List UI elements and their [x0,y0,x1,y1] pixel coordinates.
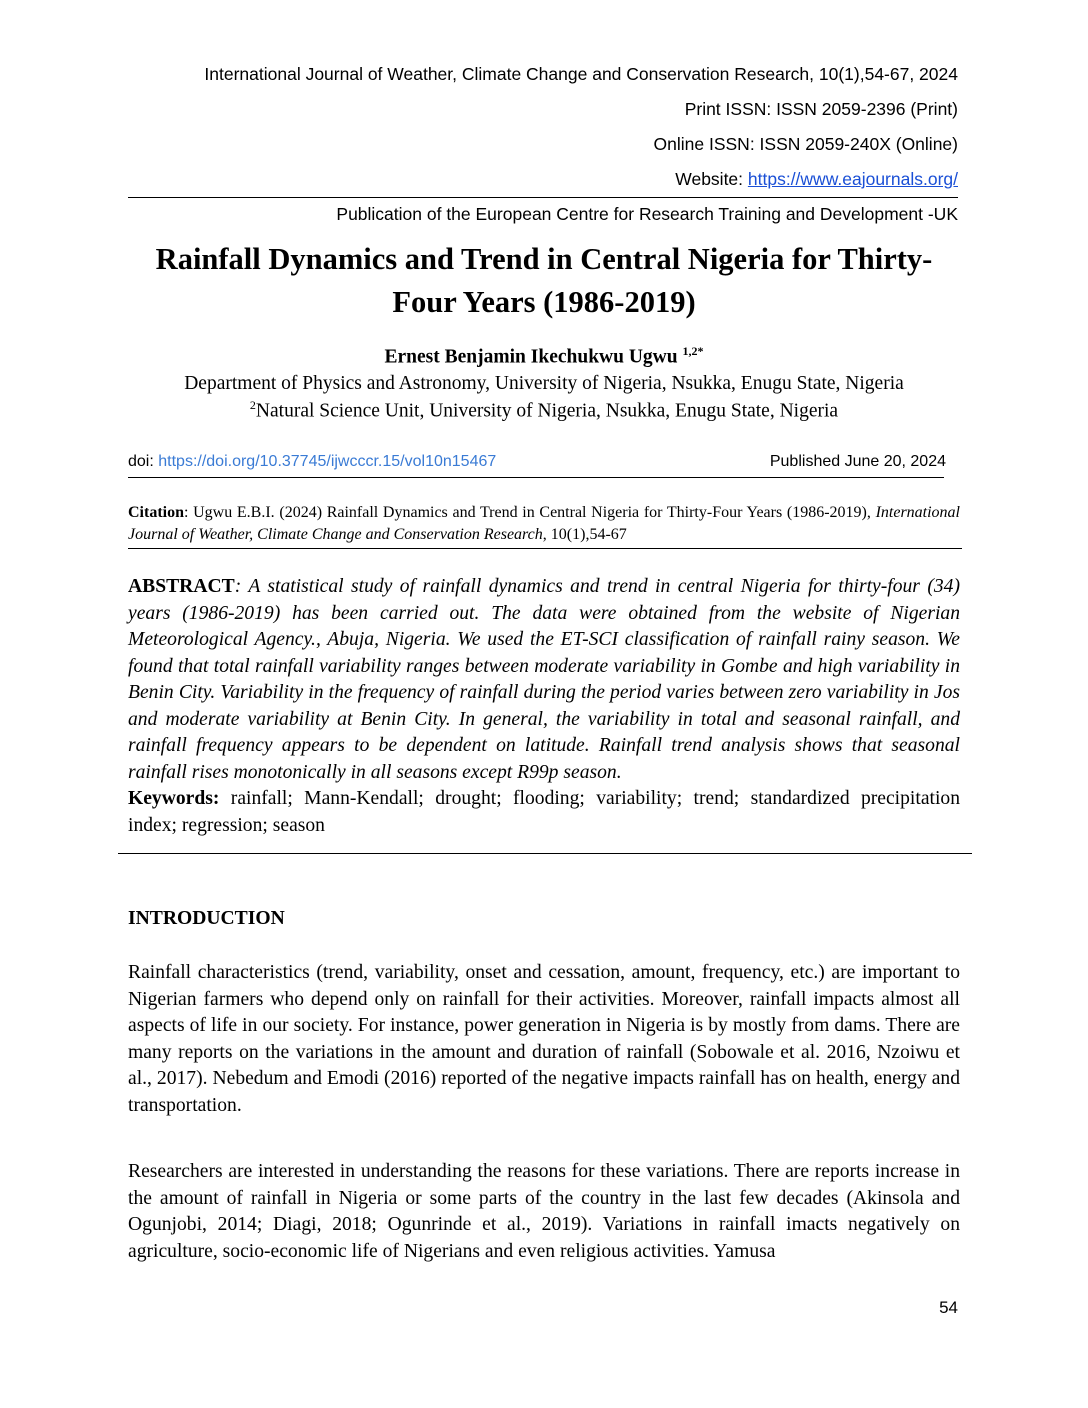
keywords [128,786,960,839]
affiliation-2-text: Natural Science Unit, University of Nigeria, Nsukka, Enugu State, Nigeria [255,400,839,422]
print-issn: Print ISSN: ISSN 2059-2396 (Print) [684,99,958,119]
author-superscript: 1,2* [682,344,704,358]
header-rule [128,197,958,198]
journal-line: International Journal of Weather, Climate Change and Conservation Research, 10(1),54-67, 2024 [204,64,958,84]
citation-text-2: , 10(1),54-67 [542,526,627,543]
intro-paragraph-2 [128,1159,960,1265]
citation-rule [128,548,962,549]
abstract-text: : A statistical study of rainfall dynamics and trend in central Nigeria for thirty-four (34) years (1986-2019) has been carried out. The data were obtained from the website of Nigerian Meteorological Agency., Abuja, Nigeria. We used the ET-SCI classification of rainfall rainy season. We found that total rainfall variability ranges between moderate variability in Gombe and high variability in Benin City. Variability in the frequency of rainfall during the period varies between zero variability in Jos and moderate variability at Benin City. In general, the variability in total and seasonal rainfall, and rainfall frequency appears to be dependent on latitude. Rainfall trend analysis shows that seasonal rainfall rises monotonically in all seasons except R99p season. [128,576,960,783]
citation-label: Citation [128,504,184,521]
website-line [675,169,958,190]
author-name: Ernest Benjamin Ikechukwu Ugwu [384,346,683,368]
abstract [128,574,960,786]
keywords-label: Keywords: [128,788,220,809]
introduction-heading: INTRODUCTION [128,908,285,929]
affiliation-1: Department of Physics and Astronomy, University of Nigeria, Nsukka, Enugu State, Nigeria [184,373,904,394]
doi-link[interactable]: https://doi.org/10.37745/ijwcccr.15/vol10n15467 [158,453,497,470]
published-date: Published June 20, 2024 [769,453,946,470]
author-line [120,344,968,369]
intro-paragraph-1 [128,960,960,1119]
title-line-2: Four Years (1986-2019) [392,285,696,319]
affiliation-2 [120,398,968,423]
paper-title [120,238,968,324]
affiliation-2-superscript: 2 [249,398,256,412]
online-issn: Online ISSN: ISSN 2059-240X (Online) [653,134,958,154]
abstract-block [128,574,960,839]
page-number: 54 [939,1298,958,1317]
website-label: Website: [675,169,748,189]
keywords-text: rainfall; Mann-Kendall; drought; flooding; variability; trend; standardized precipitation index; regression; season [128,788,960,836]
publication-line: Publication of the European Centre for Research Training and Development -UK [336,204,958,224]
intro-paragraph-2-text: Researchers are interested in understanding the reasons for these variations. There are reports increase in the amount of rainfall in Nigeria or some parts of the country in the last few decades (Akinsola and Ogunjobi, 2014; Diagi, 2018; Ogunrinde et al., 2019). Variations in rainfall imacts negatively on agriculture, socio-economic life of Nigerians and even religious activities. Yamusa [128,1161,960,1262]
doi-rule [128,477,944,478]
doi-line [128,453,496,471]
citation-journal: International Journal of Weather, Climate Change and Conservation Research [128,504,960,543]
citation [128,502,960,546]
citation-text-1: : Ugwu E.B.I. (2024) Rainfall Dynamics and Trend in Central Nigeria for Thirty-Four Years (1986-2019), [184,504,876,521]
website-link[interactable]: https://www.eajournals.org/ [747,169,958,189]
abstract-label: ABSTRACT [128,576,235,597]
intro-paragraph-1-text: Rainfall characteristics (trend, variability, onset and cessation, amount, frequency, etc.) are important to Nigerian farmers who depend only on rainfall for their activities. Moreover, rainfall impacts almost all aspects of life in our society. For instance, power generation in Nigeria is by mostly from dams. There are many reports on the variations in the amount and duration of rainfall (Sobowale et al. 2016, Nzoiwu et al., 2017). Nebedum and Emodi (2016) reported of the negative impacts rainfall has on health, energy and transportation. [128,962,960,1116]
abstract-rule [118,853,972,854]
title-line-1: Rainfall Dynamics and Trend in Central Nigeria for Thirty- [155,242,933,276]
doi-label: doi: [128,453,159,470]
